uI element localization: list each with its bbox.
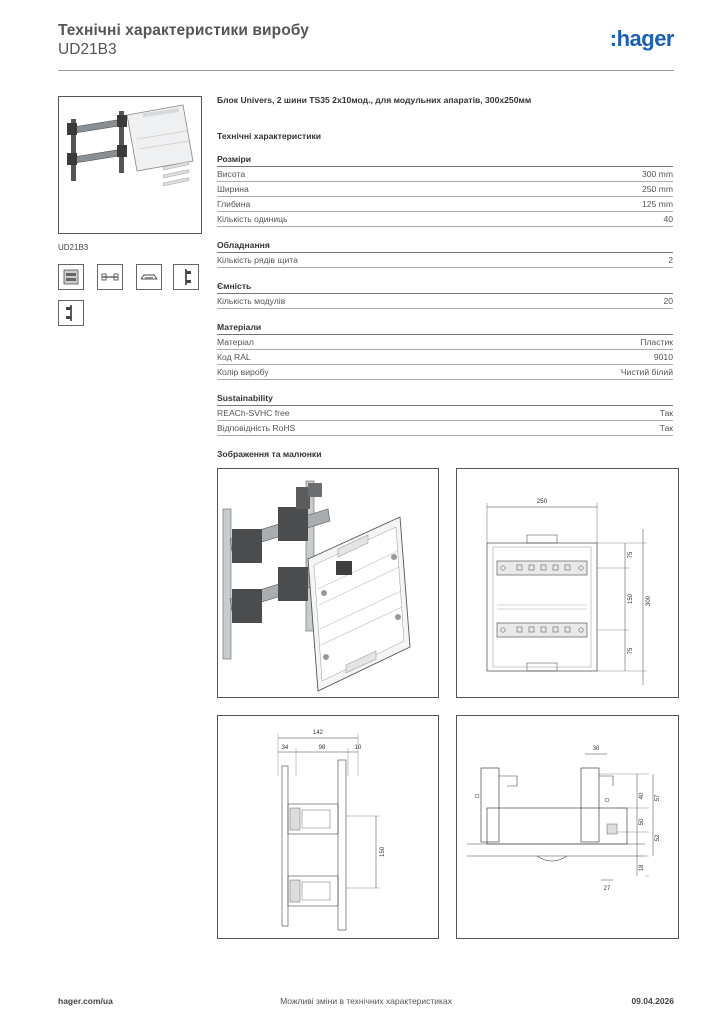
spec-row-label: Кількість рядів щита bbox=[217, 255, 298, 265]
spec-row-value: 9010 bbox=[653, 352, 673, 362]
rail-bracket-icon bbox=[137, 265, 161, 289]
spec-row-label: Висота bbox=[217, 169, 246, 179]
spec-row-value: 20 bbox=[663, 296, 673, 306]
footer-date: 09.04.2026 bbox=[631, 996, 674, 1006]
images-section-title: Зображення та малюнки bbox=[217, 449, 322, 459]
spec-section bbox=[217, 95, 673, 436]
image-isometric[interactable] bbox=[217, 468, 439, 698]
dim-profile-h1: 40 bbox=[639, 792, 645, 800]
dim-bottom: 75 bbox=[628, 647, 634, 655]
profile-drawing bbox=[457, 716, 679, 939]
spec-row-value: 300 mm bbox=[641, 169, 673, 179]
drawing-side[interactable] bbox=[217, 715, 439, 939]
spec-row-value: 250 mm bbox=[641, 184, 673, 194]
spec-row-label: Колір виробу bbox=[217, 367, 269, 377]
product-photo[interactable] bbox=[58, 96, 202, 234]
spec-row bbox=[217, 365, 673, 380]
dim-width: 250 bbox=[536, 498, 548, 505]
dim-side-height: 150 bbox=[380, 846, 386, 858]
spec-group-title: Sustainability bbox=[217, 393, 673, 406]
spec-row bbox=[217, 421, 673, 436]
spec-row bbox=[217, 167, 673, 182]
dim-profile-h3: 50 bbox=[639, 818, 645, 826]
spec-row-value: Так bbox=[659, 408, 673, 418]
dim-middle: 150 bbox=[628, 593, 634, 605]
spec-row-label: REACh-SVHC free bbox=[217, 408, 290, 418]
logo-text: hager bbox=[616, 26, 674, 51]
spec-row bbox=[217, 294, 673, 309]
product-description: Блок Univers, 2 шини TS35 2x10мод., для модульних апаратів, 300x250мм bbox=[217, 95, 532, 105]
spec-main-title: Технічні характеристики bbox=[217, 131, 322, 141]
thumbnail-rail-bracket[interactable] bbox=[136, 264, 162, 290]
spec-row-value: Чистий білий bbox=[620, 367, 673, 377]
dim-a: 34 bbox=[281, 745, 289, 751]
dim-top: 75 bbox=[628, 551, 634, 559]
dim-profile-h5: 18 bbox=[639, 864, 645, 872]
thumbnail-product-front[interactable] bbox=[58, 264, 84, 290]
dim-height: 300 bbox=[646, 595, 652, 607]
spec-row-value: Так bbox=[659, 423, 673, 433]
thumbnail-rail[interactable] bbox=[97, 264, 123, 290]
drawing-profile[interactable] bbox=[456, 715, 679, 939]
hager-logo[interactable]: :hager bbox=[609, 26, 674, 51]
spec-row-value: 125 mm bbox=[641, 199, 673, 209]
spec-row-value: 2 bbox=[668, 255, 673, 265]
spec-group-title: Обладнання bbox=[217, 240, 673, 253]
isometric-illustration bbox=[218, 469, 439, 698]
spec-group-title: Матеріали bbox=[217, 322, 673, 335]
side-profile-alt-icon bbox=[59, 301, 83, 325]
spec-row bbox=[217, 182, 673, 197]
drawing-front[interactable] bbox=[456, 468, 679, 698]
rail-icon bbox=[98, 265, 122, 289]
spec-row-label: Ширина bbox=[217, 184, 249, 194]
footer-website-link[interactable]: hager.com/ua bbox=[58, 996, 113, 1006]
thumbnail-side-profile[interactable] bbox=[173, 264, 199, 290]
dim-profile-top: 30 bbox=[592, 746, 600, 752]
spec-row-label: Глибина bbox=[217, 199, 251, 209]
dim-profile-h4: 52 bbox=[655, 834, 661, 842]
dim-total: 142 bbox=[312, 730, 324, 736]
spec-groups bbox=[217, 154, 673, 436]
spec-row bbox=[217, 253, 673, 268]
spec-row-label: Відповідність RoHS bbox=[217, 423, 296, 433]
spec-row-value: 40 bbox=[663, 214, 673, 224]
spec-row-label: Кількість одиниць bbox=[217, 214, 288, 224]
dim-profile-bottom: 27 bbox=[603, 886, 611, 892]
page-title: Технічні характеристики виробу bbox=[58, 22, 309, 39]
side-profile-icon bbox=[174, 265, 198, 289]
product-front-icon bbox=[59, 265, 83, 289]
spec-row-label: Код RAL bbox=[217, 352, 251, 362]
spec-row bbox=[217, 406, 673, 421]
footer-note: Можливі зміни в технічних характеристиках bbox=[280, 996, 452, 1006]
spec-row-value: Пластик bbox=[640, 337, 673, 347]
header-divider bbox=[58, 70, 674, 71]
product-photo-illustration bbox=[59, 97, 201, 233]
front-drawing bbox=[457, 469, 679, 698]
spec-row bbox=[217, 212, 673, 227]
spec-row bbox=[217, 350, 673, 365]
dim-profile-h2: 57 bbox=[655, 794, 661, 802]
product-code-label: UD21B3 bbox=[58, 243, 89, 252]
product-code-title: UD21B3 bbox=[58, 41, 117, 58]
spec-row-label: Матеріал bbox=[217, 337, 254, 347]
side-drawing bbox=[218, 716, 439, 939]
spec-row-label: Кількість модулів bbox=[217, 296, 286, 306]
spec-group-title: Розміри bbox=[217, 154, 673, 167]
spec-row bbox=[217, 197, 673, 212]
spec-row bbox=[217, 335, 673, 350]
dim-b: 98 bbox=[318, 745, 326, 751]
dim-c: 10 bbox=[354, 745, 362, 751]
page-header bbox=[58, 22, 674, 66]
thumbnail-side-profile-alt[interactable] bbox=[58, 300, 84, 326]
spec-group-title: Ємність bbox=[217, 281, 673, 294]
